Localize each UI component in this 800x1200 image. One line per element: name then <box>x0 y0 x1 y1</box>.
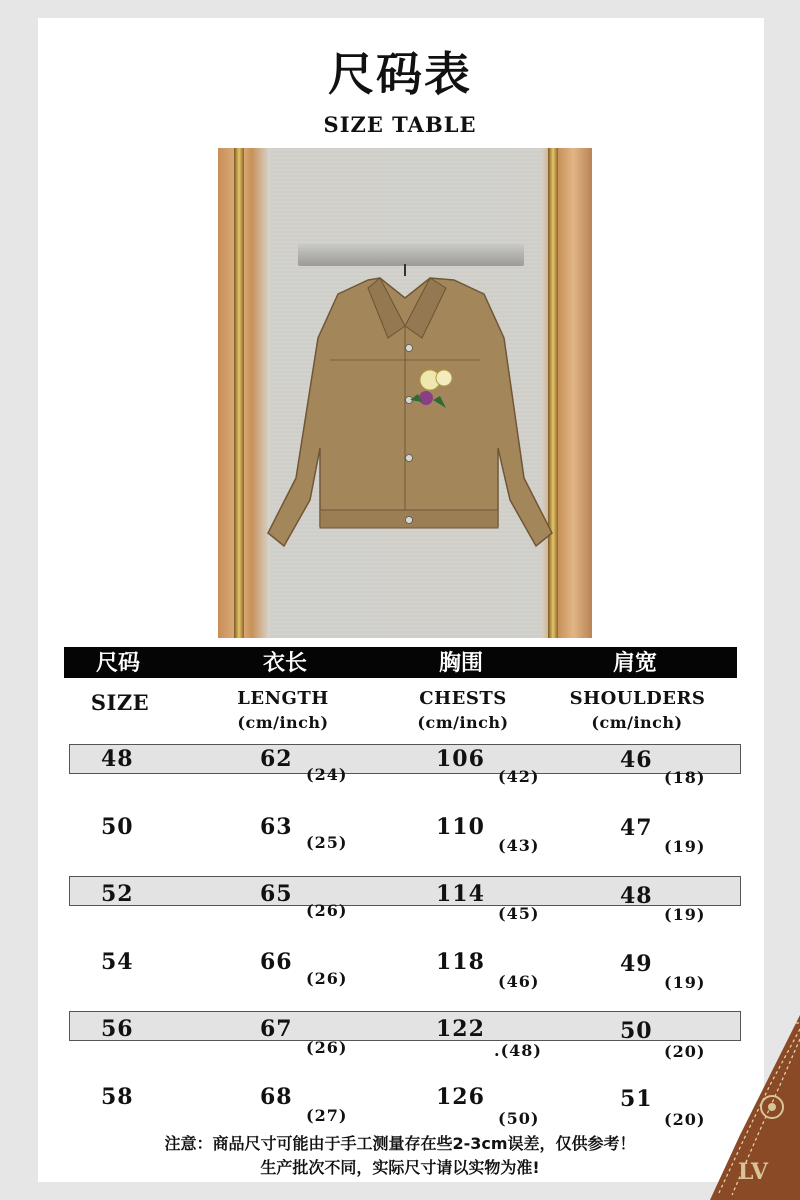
cell-shoulder-inch: (19) <box>664 837 706 856</box>
cell-shoulder: 46 <box>620 747 653 773</box>
header-shoulder-cn: 肩宽 <box>612 651 657 676</box>
cell-length-inch: (26) <box>306 1038 348 1057</box>
cell-chest-inch: .(48) <box>494 1041 542 1060</box>
cell-size: 48 <box>101 746 134 772</box>
cell-chest-inch: (45) <box>498 904 540 923</box>
cell-chest: 114 <box>436 881 485 907</box>
cell-chest-inch: (43) <box>498 836 540 855</box>
decorative-leather-strap <box>700 1015 800 1200</box>
cell-length-inch: (26) <box>306 901 348 920</box>
cell-size: 58 <box>101 1084 134 1110</box>
product-photo <box>218 148 592 638</box>
header-length-unit: (cm/inch) <box>237 713 329 732</box>
cell-chest: 126 <box>436 1084 485 1110</box>
header-chest-en: CHESTS <box>419 688 507 709</box>
cell-shoulder-inch: (18) <box>664 768 706 787</box>
cell-chest-inch: (46) <box>498 972 540 991</box>
cell-chest-inch: (42) <box>498 767 540 786</box>
cell-shoulder: 51 <box>620 1086 653 1112</box>
cell-shoulder-inch: (19) <box>664 905 706 924</box>
cell-length-inch: (27) <box>306 1106 348 1125</box>
disclaimer-note-line1: 注意：商品尺寸可能由于手工测量存在些2-3cm误差，仅供参考！ <box>164 1134 636 1153</box>
svg-text:LV: LV <box>738 1159 768 1185</box>
header-size-cn: 尺码 <box>95 651 140 676</box>
cell-shoulder: 48 <box>620 883 653 909</box>
disclaimer-note-line2: 生产批次不同，实际尺寸请以实物为准! <box>260 1158 540 1177</box>
cell-length-inch: (24) <box>306 765 348 784</box>
cell-length: 65 <box>260 881 293 907</box>
header-chest-unit: (cm/inch) <box>417 713 509 732</box>
cell-chest-inch: (50) <box>498 1109 540 1128</box>
cell-length: 67 <box>260 1016 293 1042</box>
cell-size: 52 <box>101 881 134 907</box>
cell-length: 63 <box>260 814 293 840</box>
cell-length: 68 <box>260 1084 293 1110</box>
cell-size: 50 <box>101 814 134 840</box>
page-title-cn: 尺码表 <box>328 47 472 101</box>
jacket-illustration <box>218 148 592 638</box>
cell-chest: 106 <box>436 746 485 772</box>
cell-length: 62 <box>260 746 293 772</box>
cell-shoulder-inch: (19) <box>664 973 706 992</box>
cell-shoulder: 50 <box>620 1018 653 1044</box>
cell-shoulder-inch: (20) <box>664 1042 706 1061</box>
header-size-en: SIZE <box>90 690 150 715</box>
cell-length-inch: (25) <box>306 833 348 852</box>
cell-shoulder-inch: (20) <box>664 1110 706 1129</box>
header-length-cn: 衣长 <box>262 651 307 676</box>
cell-shoulder: 49 <box>620 951 653 977</box>
cell-shoulder: 47 <box>620 815 653 841</box>
page-title-en: SIZE TABLE <box>323 112 477 137</box>
cell-length: 66 <box>260 949 293 975</box>
cell-size: 56 <box>101 1016 134 1042</box>
header-shoulder-unit: (cm/inch) <box>591 713 683 732</box>
header-chest-cn: 胸围 <box>438 651 483 676</box>
cell-size: 54 <box>101 949 134 975</box>
cell-chest: 110 <box>436 814 485 840</box>
header-length-en: LENGTH <box>237 688 329 709</box>
cell-chest: 122 <box>436 1016 485 1042</box>
header-shoulder-en: SHOULDERS <box>569 688 706 709</box>
cell-length-inch: (26) <box>306 969 348 988</box>
cell-chest: 118 <box>436 949 485 975</box>
